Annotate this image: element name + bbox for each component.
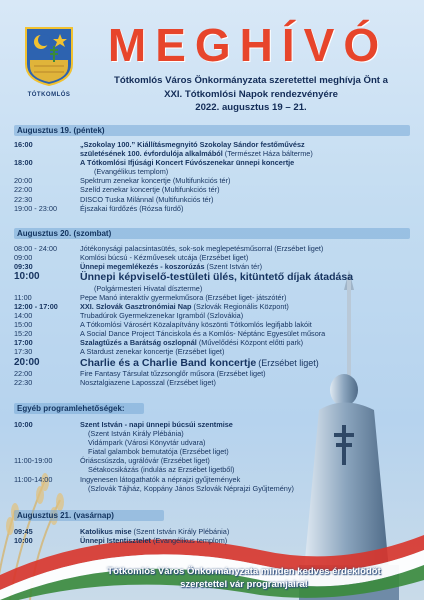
event-time: 09:45 <box>14 527 33 536</box>
event-time: 22:00 <box>14 369 33 379</box>
event-time: 09:30 <box>14 262 33 272</box>
event-title: Sétakocsikázás (indulás az Erzsébet ligetből) <box>88 465 235 475</box>
event-time: 19:00 - 23:00 <box>14 203 58 213</box>
event-location: (Művelődési Központ előtti park) <box>198 338 304 348</box>
list-item <box>14 185 410 194</box>
event-title: Ünnepi megemlékezés - koszorúzás <box>80 262 205 272</box>
list-item <box>14 420 410 429</box>
event-location: (Szlovák Tájház, Koppány János Szlovák Néprajzi Gyűjtemény) <box>88 483 294 493</box>
section-heading-aug19: Augusztus 19. (péntek) <box>14 125 410 136</box>
intro-line-2: XXI. Tótkomlósi Napok rendezvényére <box>164 88 338 100</box>
town-crest-icon <box>24 26 74 86</box>
event-title: Charlie és a Charlie Band koncertje <box>80 356 257 369</box>
event-time: 11:00 <box>14 292 32 302</box>
list-item <box>14 438 410 447</box>
event-time: 11:00-14:00 <box>14 474 53 484</box>
list-item <box>14 293 410 302</box>
event-time: 12:00 - 17:00 <box>14 301 58 311</box>
list-item <box>14 140 410 149</box>
list-item <box>14 253 410 262</box>
event-time: 17:30 <box>14 347 33 357</box>
event-time: 10:00 <box>14 420 33 429</box>
schedule-aug19 <box>14 140 410 213</box>
event-title: „Szokolay 100.” Kiállításmegnyitó Szokolay Sándor festőművész <box>80 140 305 149</box>
list-item <box>14 158 410 167</box>
event-time: 10:00 <box>14 271 40 283</box>
list-item <box>14 271 410 284</box>
event-title: Nosztalgiazene Laposszal (Erzsébet liget) <box>80 378 216 388</box>
list-item <box>14 195 410 204</box>
page-title: MEGHÍVÓ <box>107 19 389 71</box>
list-item <box>14 167 410 176</box>
event-location: (Természet Háza bálterme) <box>224 149 313 159</box>
event-time: 22:00 <box>14 185 33 195</box>
schedule-aug21 <box>14 527 410 545</box>
event-location: (Szent István Király Plébánia) <box>133 527 230 536</box>
event-title: Éjszakai fürdőzés (Rózsa fürdő) <box>80 203 184 213</box>
event-time: 22:30 <box>14 378 33 388</box>
list-item <box>14 204 410 213</box>
event-time: 17:00 <box>14 338 33 348</box>
list-item <box>14 176 410 185</box>
list-item <box>14 447 410 456</box>
intro-line-1: Tótkomlós Város Önkormányzata szeretettel meghívja Önt a <box>113 75 389 86</box>
event-title: Szent István - napi ünnepi búcsúi szentmise <box>80 420 233 429</box>
event-title: Fire Fantasy Társulat tűzzsonglőr műsora (Erzsébet liget) <box>80 369 266 379</box>
list-item <box>14 456 410 465</box>
list-item <box>14 262 410 271</box>
list-item <box>14 536 410 545</box>
event-time: 18:00 <box>14 158 33 168</box>
event-title: A Tótkomlósi Ifjúsági Koncert Fúvószenekar ünnepi koncertje <box>80 158 295 168</box>
section-heading-other: Egyéb programlehetőségek: <box>14 403 144 414</box>
event-time: 20:00 <box>14 356 40 368</box>
section-heading-aug20: Augusztus 20. (szombat) <box>14 228 410 239</box>
list-item <box>14 527 410 536</box>
event-title: DISCO Tuska Milánnal (Multifunkciós tér) <box>80 194 214 204</box>
event-time: 22:30 <box>14 194 33 204</box>
event-time: 20:00 <box>14 176 33 186</box>
event-location: (Szent István tér) <box>206 262 263 272</box>
event-time: 11:00-19:00 <box>14 456 53 466</box>
event-location: (Szlovák Regionális Központ) <box>193 301 289 311</box>
event-title: Komlósi búcsú - Kézművesek utcája (Erzsébet liget) <box>80 253 249 263</box>
event-title: Trubadúrok Gyermekzenekar Igramból (Szlovákia) <box>80 311 244 321</box>
event-time: 10:00 <box>14 536 33 546</box>
event-title: születésének 100. évfordulója alkalmából <box>80 149 223 159</box>
event-time: 09:00 <box>14 253 33 263</box>
event-location: (Evangélikus templom) <box>94 167 169 177</box>
list-item <box>14 244 410 253</box>
list-item <box>14 484 410 493</box>
event-title: XXI. Szlovák Gasztronómiai Nap <box>80 301 192 311</box>
list-item <box>14 369 410 378</box>
event-title: Katolikus mise <box>80 527 132 536</box>
list-item <box>14 329 410 338</box>
event-title: Szelíd zenekar koncertje (Multifunkciós tér) <box>80 185 220 195</box>
schedule-other <box>14 420 410 493</box>
list-item <box>14 465 410 474</box>
event-title: Ünnepi képviselő-testületi ülés, kitüntető díjak átadása <box>80 271 354 284</box>
event-time: 15:20 <box>14 329 33 339</box>
closing-line-1: Tótkomlós Város Önkormányzata minden kedves érdeklődőt <box>107 566 381 577</box>
list-item <box>14 475 410 484</box>
event-title: Vidámpark (Városi Könyvtár udvara) <box>88 438 206 448</box>
event-title: Fiatal galambok bemutatója (Erzsébet liget) <box>88 447 229 457</box>
event-location: (Erzsébet liget) <box>258 357 319 368</box>
event-title: A Stardust zenekar koncertje (Erzsébet liget) <box>80 347 225 357</box>
section-heading-aug21: Augusztus 21. (vasárnap) <box>14 510 164 521</box>
list-item <box>14 357 410 370</box>
event-title: Jótékonysági palacsintasütés, sok-sok meglepetésműsorral (Erzsébet liget) <box>80 244 324 253</box>
list-item <box>14 149 410 158</box>
closing-message <box>84 565 404 591</box>
event-title: Ingyenesen látogathatók a néprajzi gyűjtemények <box>80 474 241 484</box>
list-item <box>14 302 410 311</box>
list-item <box>14 338 410 347</box>
list-item <box>14 429 410 438</box>
event-title: Óriáscsúszda, ugrálóvár (Erzsébet liget) <box>80 456 210 466</box>
list-item <box>14 347 410 356</box>
list-item <box>14 284 410 293</box>
event-location: (Evangélikus templom) <box>152 536 228 546</box>
event-title: Pepe Manó interaktív gyermekműsora (Erzsébet liget- játszótér) <box>80 292 287 302</box>
closing-line-2: szeretettel vár programjaira! <box>180 579 308 590</box>
list-item <box>14 320 410 329</box>
event-title: Spektrum zenekar koncertje (Multifunkciós tér) <box>80 176 231 186</box>
list-item <box>14 378 410 387</box>
event-location: (Szent István Király Plébánia) <box>88 429 184 439</box>
event-title: A Tótkomlósi Városért Közalapítvány köszönti Tótkomlós legifjabb lakóit <box>80 320 312 330</box>
event-title: Szalagtűzés a Barátság oszlopnál <box>80 338 197 348</box>
crest-caption: TÓTKOMLÓS <box>27 92 71 98</box>
event-time: 15:00 <box>14 320 33 330</box>
event-time: 08:00 - 24:00 <box>14 244 58 253</box>
event-title: A Social Dance Project Tánciskola és a Komlós- Néptánc Egyesület műsora <box>80 329 326 339</box>
list-item <box>14 311 410 320</box>
intro-text <box>92 74 410 115</box>
schedule-aug20 <box>14 244 410 387</box>
event-time: 16:00 <box>14 140 33 149</box>
event-time: 14:00 <box>14 311 33 321</box>
intro-line-3: 2022. augusztus 19 – 21. <box>195 102 307 113</box>
event-title: Ünnepi Istentisztelet <box>80 536 151 546</box>
event-location: (Polgármesteri Hivatal díszterme) <box>94 283 203 293</box>
